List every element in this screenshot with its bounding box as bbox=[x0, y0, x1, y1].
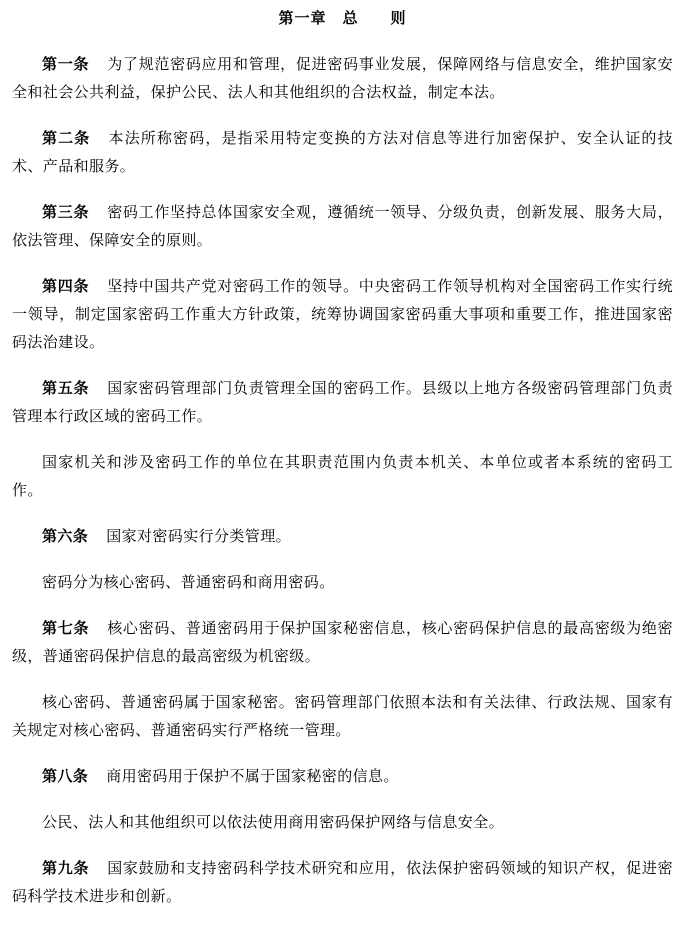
chapter-title: 第一章 总 则 bbox=[278, 9, 407, 27]
article-text: 国家鼓励和支持密码科学技术研究和应用，依法保护密码领域的知识产权，促进密码科学技术进步和创新。 bbox=[12, 859, 674, 905]
article-text: 国家对密码实行分类管理。 bbox=[106, 527, 292, 545]
article-text: 密码分为核心密码、普通密码和商用密码。 bbox=[42, 573, 335, 591]
paragraph-article-6 bbox=[12, 522, 673, 550]
article-number: 第三条 bbox=[42, 203, 90, 221]
article-number: 第二条 bbox=[42, 129, 91, 147]
paragraph-article-7 bbox=[12, 614, 673, 670]
paragraph-article-9 bbox=[12, 854, 673, 910]
article-text: 本法所称密码，是指采用特定变换的方法对信息等进行加密保护、安全认证的技术、产品和服务。 bbox=[12, 129, 673, 175]
article-number: 第七条 bbox=[42, 619, 90, 637]
article-number: 第一条 bbox=[42, 55, 90, 73]
article-number: 第五条 bbox=[42, 379, 90, 397]
paragraph-article-2 bbox=[12, 124, 673, 180]
paragraph-article-7-clause-2 bbox=[12, 688, 673, 744]
paragraph-article-4 bbox=[12, 272, 673, 356]
paragraph-article-5-clause-2 bbox=[12, 448, 673, 504]
article-number: 第四条 bbox=[42, 277, 90, 295]
article-text: 坚持中国共产党对密码工作的领导。中央密码工作领导机构对全国密码工作实行统一领导，制定国家密码工作重大方针政策，统筹协调国家密码重大事项和重要工作，推进国家密码法治建设。 bbox=[12, 277, 674, 351]
article-number: 第六条 bbox=[42, 527, 89, 545]
article-number: 第八条 bbox=[42, 767, 89, 785]
paragraph-article-8 bbox=[12, 762, 673, 790]
paragraph-article-6-clause-2 bbox=[12, 568, 673, 596]
article-text: 核心密码、普通密码属于国家秘密。密码管理部门依照本法和有关法律、行政法规、国家有关规定对核心密码、普通密码实行严格统一管理。 bbox=[12, 693, 673, 739]
article-text: 商用密码用于保护不属于国家秘密的信息。 bbox=[106, 767, 399, 785]
paragraph-article-5 bbox=[12, 374, 673, 430]
article-text: 国家密码管理部门负责管理全国的密码工作。县级以上地方各级密码管理部门负责管理本行政区域的密码工作。 bbox=[12, 379, 674, 425]
paragraph-article-3 bbox=[12, 198, 673, 254]
article-number: 第九条 bbox=[42, 859, 90, 877]
paragraph-article-8-clause-2 bbox=[12, 808, 673, 836]
article-text: 公民、法人和其他组织可以依法使用商用密码保护网络与信息安全。 bbox=[42, 813, 505, 831]
article-text: 为了规范密码应用和管理，促进密码事业发展，保障网络与信息安全，维护国家安全和社会公共利益，保护公民、法人和其他组织的合法权益，制定本法。 bbox=[12, 55, 674, 101]
article-text: 密码工作坚持总体国家安全观，遵循统一领导、分级负责，创新发展、服务大局，依法管理、保障安全的原则。 bbox=[12, 203, 674, 249]
article-text: 核心密码、普通密码用于保护国家秘密信息，核心密码保护信息的最高密级为绝密级，普通密码保护信息的最高密级为机密级。 bbox=[12, 619, 674, 665]
paragraph-article-1 bbox=[12, 50, 673, 106]
article-text: 国家机关和涉及密码工作的单位在其职责范围内负责本机关、本单位或者本系统的密码工作。 bbox=[12, 453, 673, 499]
